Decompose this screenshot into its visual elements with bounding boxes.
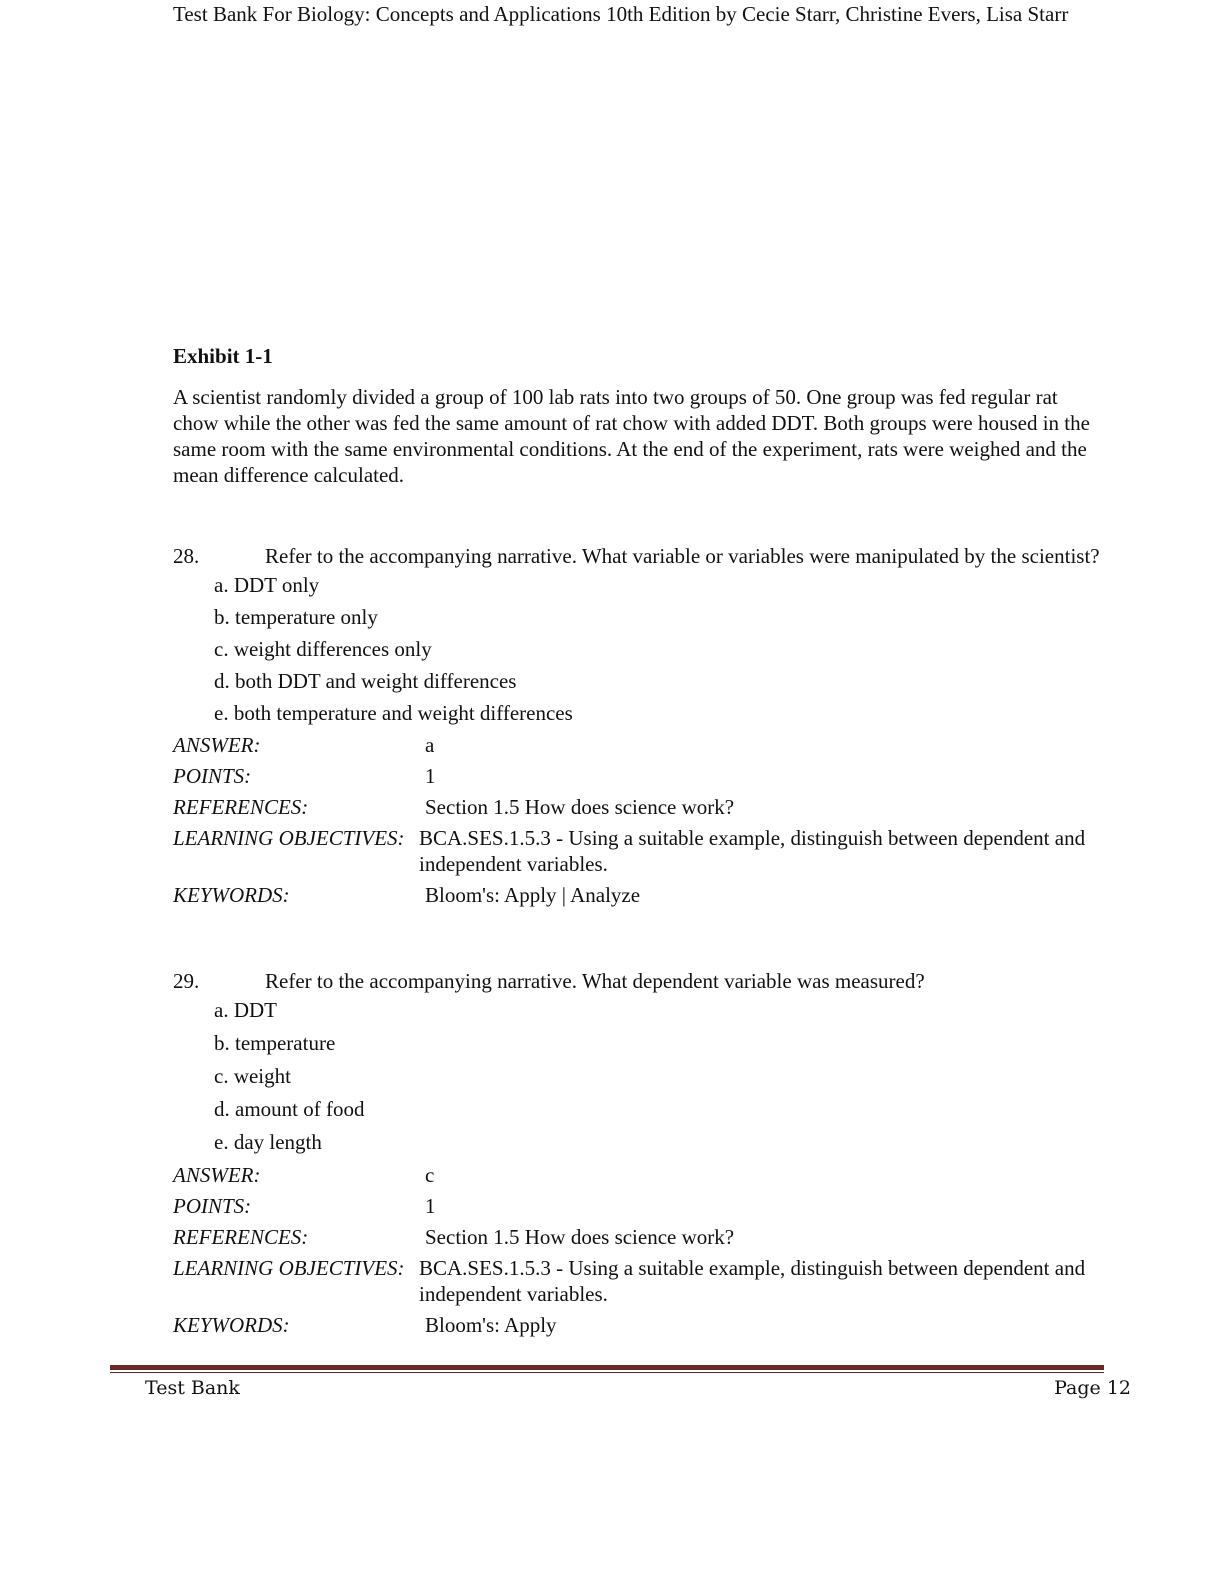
footer-rule-thick: [110, 1365, 1104, 1370]
option-a: a. DDT only: [214, 573, 320, 597]
option-e: e. both temperature and weight differences: [214, 701, 573, 725]
page-header-title: Test Bank For Biology: Concepts and Applications 10th Edition by Cecie Starr, Christine Evers, Lisa Starr: [173, 2, 1069, 26]
question-29: [173, 968, 1103, 1343]
learning-objectives-label: LEARNING OBJECTIVES:: [173, 826, 405, 850]
answer-value: c: [425, 1163, 435, 1187]
answer-options: [214, 570, 1103, 729]
learning-objectives-value: BCA.SES.1.5.3 - Using a suitable example, distinguish between dependent and independent variables.: [419, 826, 1086, 876]
footer-label: Test Bank: [145, 1377, 240, 1399]
question-text: Refer to the accompanying narrative. What variable or variables were manipulated by the scientist?: [265, 544, 1100, 568]
option-a: a. DDT: [214, 998, 277, 1022]
exhibit-narrative: A scientist randomly divided a group of 100 lab rats into two groups of 50. One group was fed regular rat chow while the other was fed the same amount of rat chow with added DDT. Both groups were housed in the same room with the same environmental conditions. At the end of the experiment, rats were weighed and the mean difference calculated.: [173, 385, 1090, 487]
references-label: REFERENCES:: [173, 795, 309, 819]
keywords-label: KEYWORDS:: [173, 883, 290, 907]
keywords-value: Bloom's: Apply | Analyze: [425, 883, 641, 907]
exhibit-title: Exhibit 1-1: [173, 344, 273, 368]
option-c: c. weight differences only: [214, 637, 432, 661]
references-value: Section 1.5 How does science work?: [425, 1225, 735, 1249]
learning-objectives-label: LEARNING OBJECTIVES:: [173, 1256, 405, 1280]
points-label: POINTS:: [173, 764, 252, 788]
references-value: Section 1.5 How does science work?: [425, 795, 735, 819]
points-label: POINTS:: [173, 1194, 252, 1218]
option-d: d. both DDT and weight differences: [214, 669, 517, 693]
keywords-label: KEYWORDS:: [173, 1313, 290, 1337]
question-metadata: [173, 732, 1103, 908]
option-d: d. amount of food: [214, 1097, 365, 1121]
points-value: 1: [425, 764, 436, 788]
answer-value: a: [425, 733, 435, 757]
answer-label: ANSWER:: [173, 1163, 261, 1187]
footer-rule-thin: [110, 1372, 1104, 1373]
keywords-value: Bloom's: Apply: [425, 1313, 557, 1337]
question-number: 29.: [173, 969, 200, 993]
references-label: REFERENCES:: [173, 1225, 309, 1249]
question-text: Refer to the accompanying narrative. What dependent variable was measured?: [265, 969, 925, 993]
page-number: Page 12: [1054, 1377, 1131, 1399]
question-metadata: [173, 1162, 1103, 1338]
learning-objectives-value: BCA.SES.1.5.3 - Using a suitable example, distinguish between dependent and independent variables.: [419, 1256, 1086, 1306]
question-number: 28.: [173, 544, 200, 568]
option-e: e. day length: [214, 1130, 322, 1154]
question-28: [173, 543, 1103, 913]
answer-options: [214, 994, 1103, 1159]
points-value: 1: [425, 1194, 436, 1218]
option-c: c. weight: [214, 1064, 291, 1088]
answer-label: ANSWER:: [173, 733, 261, 757]
option-b: b. temperature only: [214, 605, 378, 629]
option-b: b. temperature: [214, 1031, 336, 1055]
